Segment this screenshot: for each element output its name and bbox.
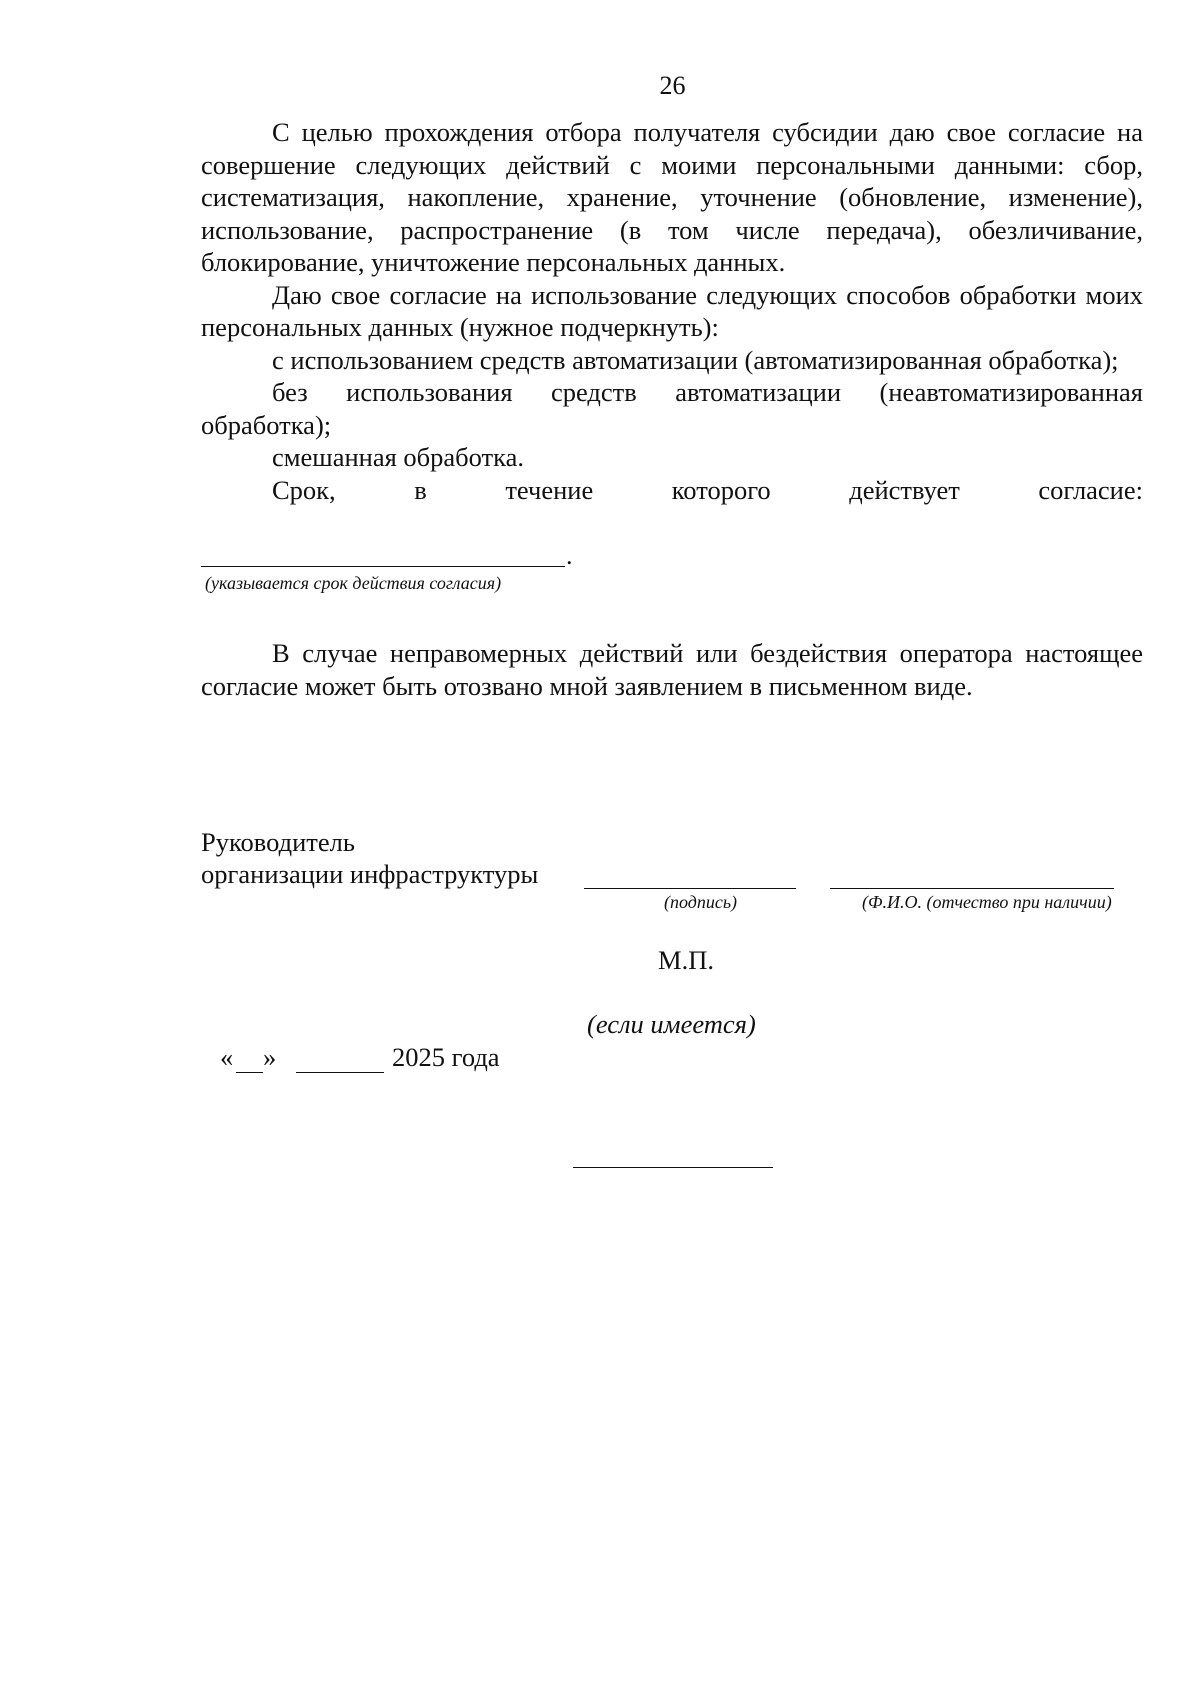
processing-methods-paragraph: Даю свое согласие на использование следующих способов обработки моих персональных данных (нужное подчеркнуть):: [201, 279, 1143, 342]
page-number: 26: [659, 71, 686, 100]
date-year: 2025 года: [392, 1042, 500, 1072]
full-name-line: [830, 888, 1114, 889]
date-open-quote: «: [220, 1042, 234, 1072]
withdrawal-paragraph: В случае неправомерных действий или бездействия оператора настоящее согласие может быть отозвано мной заявлением в письменном виде.: [201, 638, 1143, 701]
consent-term-paragraph: Срок, в течение которого действует согласие:: [272, 474, 1143, 505]
consent-actions-paragraph: С целью прохождения отбора получателя субсидии даю свое согласие на совершение следующих действий с моими персональными данными: сбор, систематизация, накопление, хранение, уточнение (обновление, изменение), использование, распространение (в том числе передача), обезличивание, блокирование, уничтожение персональных данных.: [201, 117, 1143, 277]
signature-hint: (подпись): [664, 892, 738, 912]
date-close-quote: »: [263, 1042, 277, 1072]
day-blank-line: [236, 1072, 263, 1073]
signatory-role-line1: Руководитель: [201, 827, 355, 857]
stamp-label: М.П.: [658, 945, 714, 975]
withdrawal-block: [201, 637, 1143, 702]
consent-text-block: [201, 116, 1143, 506]
stamp-note: (если имеется): [587, 1009, 756, 1039]
method-automated: с использованием средств автоматизации (автоматизированная обработка);: [272, 344, 1119, 375]
full-name-hint: (Ф.И.О. (отчество при наличии): [862, 892, 1112, 912]
method-mixed: смешанная обработка.: [272, 442, 524, 472]
signatory-role-line2: организации инфраструктуры: [201, 859, 539, 889]
term-hint: (указывается срок действия согласия): [205, 573, 502, 593]
method-non-automated: без использования средств автоматизации (неавтоматизированная обработка);: [201, 377, 1143, 440]
term-period: .: [566, 541, 573, 570]
month-blank-line: [296, 1072, 384, 1073]
term-blank-line: [201, 566, 565, 567]
signature-line: [584, 888, 796, 889]
document-end-line: [573, 1167, 773, 1168]
